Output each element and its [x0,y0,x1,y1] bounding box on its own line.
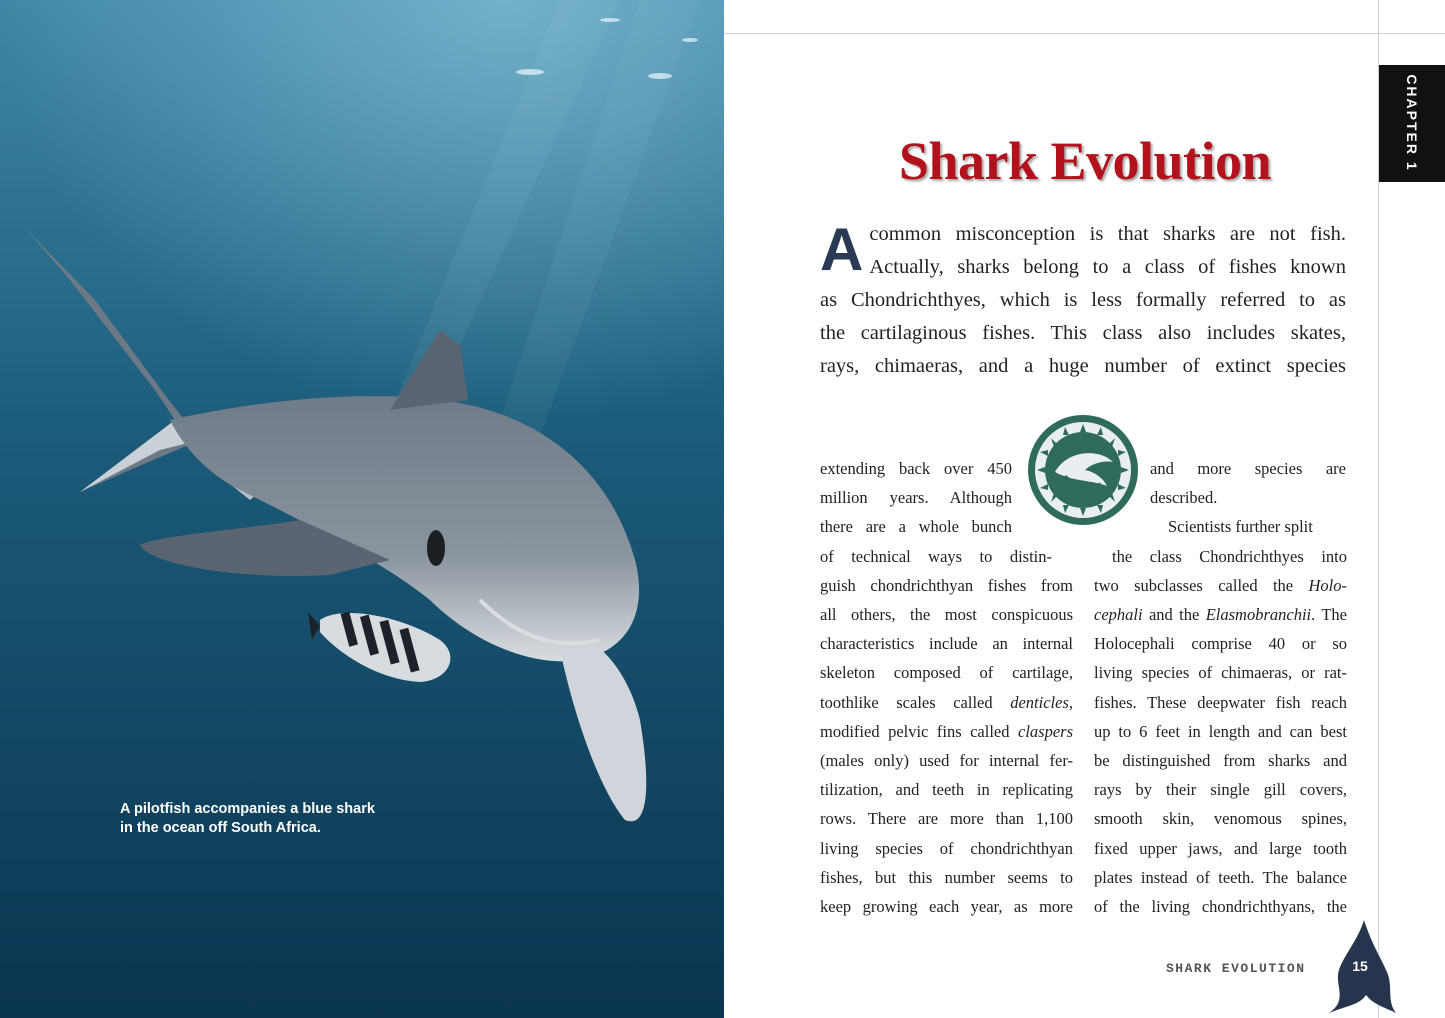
text-run: modified pelvic fins called [820,721,1018,741]
term-elasmobranchii: Elasmobranchii [1205,605,1312,625]
text-line: living species of chimaeras, or rat- [1094,663,1347,683]
text-line: tilization, and teeth in replicating [820,780,1073,800]
text-line: skeleton composed of cartilage, [820,663,1073,683]
text-line: rays by their single gill covers, [1094,780,1347,800]
text-line: the class Chondrichthyes into [1112,546,1347,566]
text-line: Scientists further split [1168,517,1313,537]
top-divider [724,33,1445,34]
intro-line: the cartilaginous fishes. This class also includes skates, [820,322,1346,344]
caption-line: in the ocean off South Africa. [120,820,321,836]
text-line [820,717,1073,746]
text-line: guish chondrichthyan fishes from [820,575,1073,595]
running-footer: SHARK EVOLUTION [1166,961,1306,976]
intro-line: Actually, sharks belong to a class of fishes known [869,256,1346,278]
text-line: rows. There are more than 1,100 [820,809,1073,829]
term-holocephali: Holo- [1308,575,1347,595]
text-line: of the living chondrichthyans, the [1094,897,1347,917]
text-line: be distinguished from sharks and [1094,751,1347,771]
text-line: living species of chondrichthyan [820,838,1073,858]
text-line: Holocephali comprise 40 or so [1094,634,1347,654]
text-run: . The [1311,605,1348,625]
intro-line: common misconception is that sharks are not fish. [869,223,1346,245]
intro-line: as Chondrichthyes, which is less formally referred to as [820,289,1346,311]
text-line: fixed upper jaws, and large tooth [1094,838,1347,858]
text-line: all others, the most conspicuous [820,605,1073,625]
page-title: Shark Evolution [898,131,1272,191]
text-line: characteristics include an internal [820,634,1073,654]
text-line: up to 6 feet in length and can best [1094,721,1347,741]
term-claspers: claspers [1018,721,1073,741]
photo-caption [120,800,420,838]
text-line: there are a whole bunch [820,517,1012,537]
text-run: and the [1142,605,1206,625]
text-run: toothlike scales called [820,692,1011,712]
text-column-right [1094,454,1347,921]
intro-line: rays, chimaeras, and a huge number of extinct species [820,355,1346,377]
text-line [1094,600,1347,629]
chapter-tab [1379,65,1445,182]
term-holocephali-cont: cephali [1094,605,1143,625]
chapter-label: CHAPTER 1 [1404,74,1420,172]
text-line: (males only) used for internal fer- [820,751,1073,771]
text-line: extending back over 450 [820,459,1012,478]
text-line: plates instead of teeth. The balance [1094,867,1347,887]
text-line: of technical ways to distin- [820,546,1052,566]
term-denticles: denticles, [1010,692,1073,712]
text-run: two subclasses called the [1094,575,1309,595]
text-line [820,688,1073,717]
text-line: fishes, but this number seems to [820,867,1073,887]
page-number: 15 [1352,958,1368,974]
text-line: smooth skin, venomous spines, [1094,809,1347,829]
text-line: million years. Although [820,488,1012,508]
text-page [724,0,1445,1018]
text-line: fishes. These deepwater fish reach [1094,692,1347,712]
text-line: and more species are [1150,459,1346,478]
text-line [1094,571,1347,600]
text-line: keep growing each year, as more [820,897,1073,917]
text-column-left [820,454,1073,921]
caption-line: A pilotfish accompanies a blue shark [120,801,375,817]
intro-paragraph [820,218,1346,383]
text-line: described. [1150,488,1218,508]
drop-cap: A [820,216,864,283]
